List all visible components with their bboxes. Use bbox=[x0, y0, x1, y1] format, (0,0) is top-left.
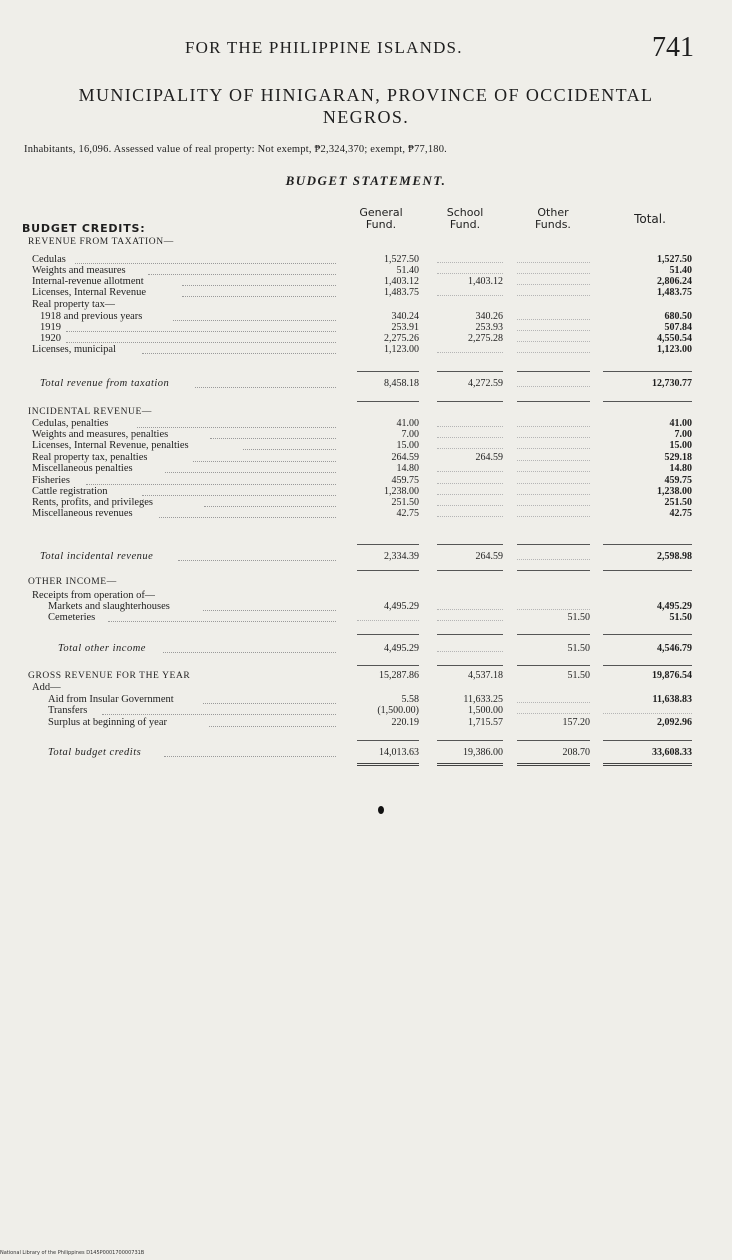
row-label: Cedulas, penalties bbox=[32, 418, 109, 429]
column-header-school bbox=[430, 207, 500, 231]
total-cell: 2,598.98 bbox=[657, 551, 692, 562]
row-label: 1919 bbox=[40, 322, 61, 333]
general-fund-cell: 1,483.75 bbox=[384, 287, 419, 298]
table-row bbox=[0, 670, 732, 682]
general-fund-cell: 7.00 bbox=[401, 429, 419, 440]
row-label: Rents, profits, and privileges bbox=[32, 497, 154, 508]
subtotal-rule bbox=[517, 544, 590, 545]
subtotal-rule bbox=[517, 665, 590, 666]
leader-dots bbox=[137, 427, 336, 428]
other-funds-cell: 157.20 bbox=[562, 717, 590, 728]
table-row bbox=[0, 643, 732, 655]
other-funds-cell: 51.50 bbox=[567, 670, 590, 681]
general-fund-cell: 14,013.63 bbox=[379, 747, 419, 758]
total-cell: 507.84 bbox=[664, 322, 692, 333]
subtotal-rule bbox=[357, 570, 419, 571]
subtotal-rule bbox=[603, 371, 692, 372]
subtotal-rule bbox=[517, 740, 590, 741]
empty-cell-dash bbox=[517, 609, 590, 611]
table-row bbox=[0, 612, 732, 624]
leader-dots bbox=[182, 285, 336, 286]
empty-cell-dash bbox=[437, 494, 503, 496]
general-fund-cell: 42.75 bbox=[396, 508, 419, 519]
subtotal-rule bbox=[517, 634, 590, 635]
row-label: Cedulas bbox=[32, 254, 66, 265]
empty-cell-dash bbox=[517, 319, 590, 321]
municipality-heading bbox=[30, 84, 702, 128]
table-row bbox=[0, 236, 732, 248]
empty-cell-dash bbox=[437, 426, 503, 428]
column-header-other-text: Other Funds. bbox=[535, 206, 571, 231]
empty-cell-dash bbox=[437, 437, 503, 439]
total-cell: 51.40 bbox=[669, 265, 692, 276]
total-cell: 1,238.00 bbox=[657, 486, 692, 497]
table-row bbox=[0, 463, 732, 475]
budget-credits-label: BUDGET CREDITS: bbox=[22, 222, 146, 235]
subtotal-rule bbox=[603, 570, 692, 571]
empty-cell-dash bbox=[437, 262, 503, 264]
empty-cell-dash bbox=[437, 352, 503, 354]
empty-cell-dash bbox=[437, 505, 503, 507]
municipality-line-2: NEGROS. bbox=[322, 107, 410, 127]
empty-cell-dash bbox=[357, 620, 419, 622]
row-label: INCIDENTAL REVENUE— bbox=[28, 407, 153, 417]
running-head bbox=[0, 32, 732, 66]
leader-dots bbox=[203, 610, 336, 611]
subtotal-rule bbox=[357, 740, 419, 741]
general-fund-cell: 1,403.12 bbox=[384, 276, 419, 287]
subtotal-rule bbox=[437, 740, 503, 741]
subtotal-rule bbox=[603, 544, 692, 545]
row-label: Total other income bbox=[58, 643, 146, 654]
empty-cell-dash bbox=[437, 609, 503, 611]
leader-dots bbox=[142, 495, 336, 496]
table-row bbox=[0, 682, 732, 694]
leader-dots bbox=[243, 449, 336, 450]
subtotal-rule bbox=[603, 740, 692, 741]
double-rule bbox=[603, 763, 692, 766]
table-row bbox=[0, 378, 732, 390]
subtotal-rule bbox=[437, 634, 503, 635]
row-label: GROSS REVENUE FOR THE YEAR bbox=[28, 671, 191, 681]
row-label: Miscellaneous penalties bbox=[32, 463, 133, 474]
leader-dots bbox=[66, 331, 336, 332]
total-cell: 251.50 bbox=[664, 497, 692, 508]
school-fund-cell: 19,386.00 bbox=[463, 747, 503, 758]
leader-dots bbox=[173, 320, 336, 321]
empty-cell-dash bbox=[517, 341, 590, 343]
leader-dots bbox=[182, 296, 336, 297]
double-rule bbox=[357, 763, 419, 766]
total-cell: 1,123.00 bbox=[657, 344, 692, 355]
property-line: Inhabitants, 16,096. Assessed value of real property: Not exempt, ₱2,324,370; exempt, ₱77,180. bbox=[24, 144, 447, 155]
row-label: Licenses, Internal Revenue bbox=[32, 287, 146, 298]
subtotal-rule bbox=[357, 544, 419, 545]
page-number: 741 bbox=[652, 32, 694, 63]
column-header-other bbox=[513, 207, 593, 231]
row-label: Total revenue from taxation bbox=[40, 378, 170, 389]
leader-dots bbox=[148, 274, 336, 275]
double-rule bbox=[517, 763, 590, 766]
column-header-general-text: General Fund. bbox=[359, 206, 403, 231]
general-fund-cell: 14.80 bbox=[396, 463, 419, 474]
table-row bbox=[0, 747, 732, 759]
other-funds-cell: 51.50 bbox=[567, 612, 590, 623]
empty-cell-dash bbox=[437, 295, 503, 297]
general-fund-cell: 459.75 bbox=[391, 475, 419, 486]
subtotal-rule bbox=[517, 570, 590, 571]
total-cell: 4,546.79 bbox=[657, 643, 692, 654]
empty-cell-dash bbox=[517, 460, 590, 462]
total-cell: 11,638.83 bbox=[652, 694, 692, 705]
general-fund-cell: 340.24 bbox=[391, 311, 419, 322]
subtotal-rule bbox=[517, 401, 590, 402]
school-fund-cell: 4,272.59 bbox=[468, 378, 503, 389]
general-fund-cell: 41.00 bbox=[396, 418, 419, 429]
empty-cell-dash bbox=[517, 295, 590, 297]
general-fund-cell: 8,458.18 bbox=[384, 378, 419, 389]
empty-cell-dash bbox=[437, 620, 503, 622]
leader-dots bbox=[165, 472, 336, 473]
leader-dots bbox=[75, 263, 336, 264]
empty-cell-dash bbox=[437, 483, 503, 485]
leader-dots bbox=[102, 714, 336, 715]
leader-dots bbox=[195, 387, 336, 388]
column-header-total-text: Total. bbox=[634, 212, 666, 226]
empty-cell-dash bbox=[437, 651, 503, 653]
row-label: Aid from Insular Government bbox=[48, 694, 174, 705]
table-row bbox=[0, 705, 732, 717]
leader-dots bbox=[209, 726, 336, 727]
empty-cell-dash bbox=[517, 483, 590, 485]
subtotal-rule bbox=[437, 570, 503, 571]
general-fund-cell: 1,123.00 bbox=[384, 344, 419, 355]
subtotal-rule bbox=[603, 634, 692, 635]
total-cell: 7.00 bbox=[674, 429, 692, 440]
running-title: FOR THE PHILIPPINE ISLANDS. bbox=[185, 38, 463, 57]
general-fund-cell: 1,238.00 bbox=[384, 486, 419, 497]
row-label: Receipts from operation of— bbox=[32, 590, 156, 601]
general-fund-cell: 251.50 bbox=[391, 497, 419, 508]
total-cell: 12,730.77 bbox=[652, 378, 692, 389]
empty-cell-dash bbox=[517, 330, 590, 332]
row-label: Licenses, Internal Revenue, penalties bbox=[32, 440, 189, 451]
total-cell: 42.75 bbox=[669, 508, 692, 519]
subtotal-rule bbox=[357, 401, 419, 402]
general-fund-cell: 2,334.39 bbox=[384, 551, 419, 562]
row-label: Total incidental revenue bbox=[40, 551, 154, 562]
leader-dots bbox=[210, 438, 336, 439]
leader-dots bbox=[159, 517, 336, 518]
empty-cell-dash bbox=[517, 352, 590, 354]
empty-cell-dash bbox=[437, 448, 503, 450]
school-fund-cell: 253.93 bbox=[475, 322, 503, 333]
table-row bbox=[0, 287, 732, 299]
row-label: Real property tax— bbox=[32, 299, 116, 310]
empty-cell-dash bbox=[517, 516, 590, 518]
total-cell: 2,092.96 bbox=[657, 717, 692, 728]
row-label: Weights and measures, penalties bbox=[32, 429, 169, 440]
table-row bbox=[0, 344, 732, 356]
row-label: 1918 and previous years bbox=[40, 311, 143, 322]
row-label: Cemeteries bbox=[48, 612, 96, 623]
school-fund-cell: 4,537.18 bbox=[468, 670, 503, 681]
subtotal-rule bbox=[517, 371, 590, 372]
empty-cell-dash bbox=[437, 516, 503, 518]
leader-dots bbox=[164, 756, 336, 757]
total-cell: 33,608.33 bbox=[652, 747, 692, 758]
empty-cell-dash bbox=[437, 273, 503, 275]
double-rule bbox=[437, 763, 503, 766]
total-cell: 529.18 bbox=[664, 452, 692, 463]
empty-cell-dash bbox=[517, 702, 590, 704]
row-label: Internal-revenue allotment bbox=[32, 276, 144, 287]
row-label: Cattle registration bbox=[32, 486, 108, 497]
table-row bbox=[0, 576, 732, 588]
total-cell: 1,527.50 bbox=[657, 254, 692, 265]
leader-dots bbox=[86, 484, 336, 485]
empty-cell-dash bbox=[517, 426, 590, 428]
school-fund-cell: 340.26 bbox=[475, 311, 503, 322]
subtotal-rule bbox=[437, 371, 503, 372]
empty-cell-dash bbox=[517, 448, 590, 450]
row-label: Miscellaneous revenues bbox=[32, 508, 133, 519]
row-label: Weights and measures bbox=[32, 265, 126, 276]
general-fund-cell: 51.40 bbox=[396, 265, 419, 276]
total-cell: 41.00 bbox=[669, 418, 692, 429]
subtotal-rule bbox=[437, 665, 503, 666]
empty-cell-dash bbox=[517, 713, 590, 715]
other-funds-cell: 51.50 bbox=[567, 643, 590, 654]
empty-cell-dash bbox=[517, 262, 590, 264]
total-cell: 51.50 bbox=[669, 612, 692, 623]
general-fund-cell: 2,275.26 bbox=[384, 333, 419, 344]
table-row bbox=[0, 299, 732, 311]
column-header-total bbox=[610, 213, 690, 225]
empty-cell-dash bbox=[437, 471, 503, 473]
general-fund-cell: 220.19 bbox=[391, 717, 419, 728]
statement-title: BUDGET STATEMENT. bbox=[285, 173, 447, 188]
subtotal-rule bbox=[603, 401, 692, 402]
empty-cell-dash bbox=[517, 559, 590, 561]
total-cell: 15.00 bbox=[669, 440, 692, 451]
leader-dots bbox=[193, 461, 336, 462]
school-fund-cell: 1,715.57 bbox=[468, 717, 503, 728]
empty-cell-dash bbox=[517, 273, 590, 275]
row-label: Surplus at beginning of year bbox=[48, 717, 167, 728]
subtotal-rule bbox=[603, 665, 692, 666]
school-fund-cell: 264.59 bbox=[475, 551, 503, 562]
total-cell: 4,495.29 bbox=[657, 601, 692, 612]
leader-dots bbox=[108, 621, 336, 622]
total-cell: 14.80 bbox=[669, 463, 692, 474]
total-cell: 4,550.54 bbox=[657, 333, 692, 344]
municipality-line-1: MUNICIPALITY OF HINIGARAN, PROVINCE OF OCCIDENTAL bbox=[78, 85, 654, 105]
row-label: Markets and slaughterhouses bbox=[48, 601, 170, 612]
table-row bbox=[0, 508, 732, 520]
empty-cell-dash bbox=[603, 713, 692, 715]
row-label: Real property tax, penalties bbox=[32, 452, 148, 463]
subtotal-rule bbox=[357, 665, 419, 666]
total-cell: 680.50 bbox=[664, 311, 692, 322]
subtotal-rule bbox=[437, 544, 503, 545]
total-cell: 19,876.54 bbox=[652, 670, 692, 681]
general-fund-cell: 1,527.50 bbox=[384, 254, 419, 265]
other-funds-cell: 208.70 bbox=[562, 747, 590, 758]
total-cell: 1,483.75 bbox=[657, 287, 692, 298]
row-label: OTHER INCOME— bbox=[28, 577, 117, 587]
table-row bbox=[0, 717, 732, 729]
footer-credit: National Library of the Philippines D145P000170000731B bbox=[0, 1250, 145, 1256]
column-header-school-text: School Fund. bbox=[446, 206, 484, 231]
table-row bbox=[0, 440, 732, 452]
empty-cell-dash bbox=[517, 386, 590, 388]
leader-dots bbox=[204, 506, 336, 507]
school-fund-cell: 264.59 bbox=[475, 452, 503, 463]
row-label: REVENUE FROM TAXATION— bbox=[28, 237, 174, 247]
empty-cell-dash bbox=[517, 494, 590, 496]
row-label: Fisheries bbox=[32, 475, 70, 486]
subtotal-rule bbox=[437, 401, 503, 402]
leader-dots bbox=[66, 342, 336, 343]
row-label: 1920 bbox=[40, 333, 61, 344]
leader-dots bbox=[203, 703, 336, 704]
school-fund-cell: 1,403.12 bbox=[468, 276, 503, 287]
empty-cell-dash bbox=[517, 284, 590, 286]
general-fund-cell: 5.58 bbox=[401, 694, 419, 705]
empty-cell-dash bbox=[517, 437, 590, 439]
column-header-general bbox=[346, 207, 416, 231]
total-cell: 2,806.24 bbox=[657, 276, 692, 287]
row-label: Transfers bbox=[48, 705, 88, 716]
general-fund-cell: (1,500.00) bbox=[377, 705, 419, 716]
general-fund-cell: 264.59 bbox=[391, 452, 419, 463]
empty-cell-dash bbox=[517, 471, 590, 473]
table-row bbox=[0, 551, 732, 563]
empty-cell-dash bbox=[517, 505, 590, 507]
row-label: Licenses, municipal bbox=[32, 344, 116, 355]
general-fund-cell: 4,495.29 bbox=[384, 601, 419, 612]
general-fund-cell: 253.91 bbox=[391, 322, 419, 333]
bullet-mark bbox=[378, 806, 384, 814]
row-label: Add— bbox=[32, 682, 61, 693]
general-fund-cell: 4,495.29 bbox=[384, 643, 419, 654]
subtotal-rule bbox=[357, 371, 419, 372]
general-fund-cell: 15.00 bbox=[396, 440, 419, 451]
school-fund-cell: 11,633.25 bbox=[463, 694, 503, 705]
total-cell: 459.75 bbox=[664, 475, 692, 486]
leader-dots bbox=[142, 353, 336, 354]
table-row bbox=[0, 406, 732, 418]
leader-dots bbox=[163, 652, 336, 653]
school-fund-cell: 2,275.28 bbox=[468, 333, 503, 344]
general-fund-cell: 15,287.86 bbox=[379, 670, 419, 681]
leader-dots bbox=[178, 560, 336, 561]
row-label: Total budget credits bbox=[48, 747, 142, 758]
subtotal-rule bbox=[357, 634, 419, 635]
school-fund-cell: 1,500.00 bbox=[468, 705, 503, 716]
